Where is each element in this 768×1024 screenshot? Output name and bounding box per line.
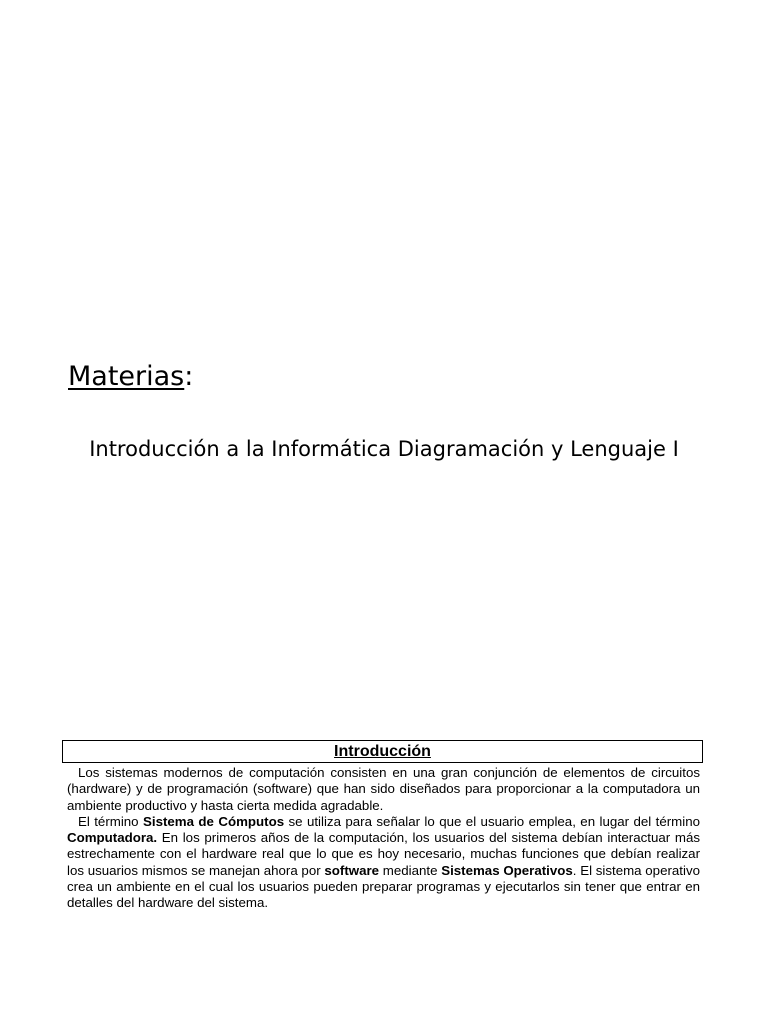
materias-label: Materias bbox=[68, 361, 185, 392]
term-software: software bbox=[324, 862, 380, 878]
intro-paragraph-2 bbox=[67, 814, 700, 912]
subjects-line: Introducción a la Informática Diagramación y Lenguaje I bbox=[89, 437, 679, 461]
term-computadora: Computadora. bbox=[67, 830, 158, 846]
intro-body bbox=[67, 765, 700, 912]
term-sistema-de-computos: Sistema de Cómputos bbox=[143, 813, 285, 829]
intro-paragraph-1: Los sistemas modernos de computación consisten en una gran conjunción de elementos de circuitos (hardware) y de programación (software) que han sido diseñados para proporcionar a la computadora un ambiente productivo y hasta cierta medida agradable. bbox=[67, 765, 700, 813]
intro-title-box bbox=[62, 740, 703, 763]
term-sistemas-operativos: Sistemas Operativos bbox=[441, 862, 573, 878]
text-segment: El término bbox=[78, 813, 143, 829]
materias-heading bbox=[68, 360, 193, 394]
materias-colon: : bbox=[184, 361, 194, 392]
text-segment: se utiliza para señalar lo que el usuario emplea, en lugar del término bbox=[284, 813, 700, 829]
text-segment: mediante bbox=[379, 862, 442, 878]
text-segment: . El sistema operativo crea un ambiente en el cual los usuarios pueden preparar programas y ejecutarlos sin tener que entrar en detalles del hardware del sistema. bbox=[67, 862, 700, 911]
intro-title: Introducción bbox=[334, 743, 431, 760]
text-segment: En los primeros años de la computación, los usuarios del sistema debían interactuar más estrechamente con el hardware real que lo que es hoy necesario, muchas funciones que debían realizar los usuarios mismos se manejan ahora por bbox=[67, 830, 700, 878]
